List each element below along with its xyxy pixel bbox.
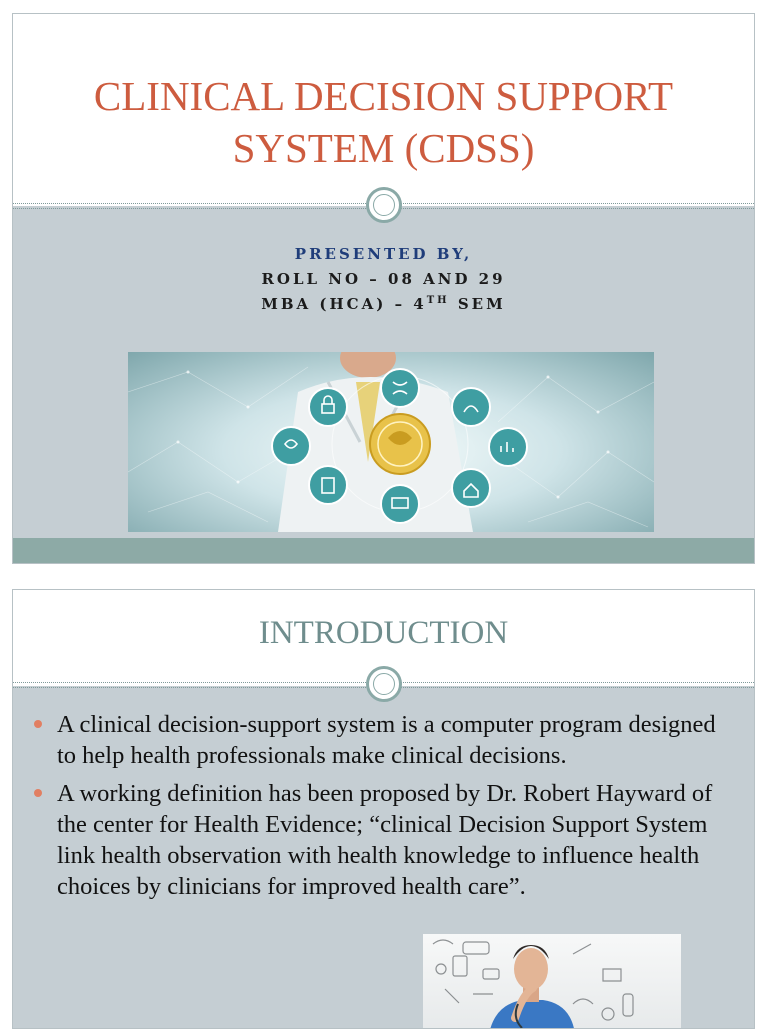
bullet-dot-icon	[34, 720, 42, 728]
introduction-slide	[12, 589, 755, 1029]
footer-band	[13, 538, 754, 564]
dna-icon	[381, 369, 419, 407]
bullet-text: A clinical decision-support system is a computer program designed to help health professionals make clinical decisions.	[57, 711, 716, 769]
course-prefix: MBA (HCA) – 4	[261, 295, 427, 313]
padlock-icon	[309, 388, 347, 426]
roll-number-line: ROLL NO – 08 AND 29	[261, 270, 506, 288]
subtitle-block	[13, 242, 754, 317]
ring-ornament-icon	[366, 187, 402, 223]
laptop-lock-icon	[381, 485, 419, 523]
doodle-illustration	[423, 934, 681, 1029]
clipboard-icon	[309, 466, 347, 504]
slide-title	[13, 70, 754, 174]
heart-icon	[272, 427, 310, 465]
slide-title-text: INTRODUCTION	[258, 615, 509, 651]
chart-icon	[489, 428, 527, 466]
title-slide	[12, 13, 755, 564]
slide-title-text: CLINICAL DECISION SUPPORT SYSTEM (CDSS)	[93, 73, 674, 171]
course-line	[13, 292, 754, 317]
doctor-network-image	[128, 352, 654, 532]
title-area	[13, 14, 754, 204]
bullet-text: A working definition has been proposed by Dr. Robert Hayward of the center for Health Evidence; “clinical Decision Support System link health observation with health knowledge to influence health choices by clinicians for improved health care”.	[57, 780, 713, 900]
ring-ornament-icon	[366, 666, 402, 702]
doctor-figure	[489, 945, 575, 1029]
bullet-list	[33, 709, 733, 909]
bullet-dot-icon	[34, 789, 42, 797]
bullet-item	[33, 778, 733, 902]
hospital-icon	[452, 469, 490, 507]
course-superscript: TH	[426, 295, 450, 306]
slide-title	[13, 612, 754, 654]
medical-hub-icon	[370, 414, 430, 474]
brain-icon	[452, 388, 490, 426]
hero-illustration	[128, 352, 654, 532]
presenter-label: PRESENTED BY,	[294, 245, 473, 263]
thinking-doctor-image	[423, 934, 681, 1029]
course-end: SEM	[449, 295, 506, 313]
bullet-item	[33, 709, 733, 771]
